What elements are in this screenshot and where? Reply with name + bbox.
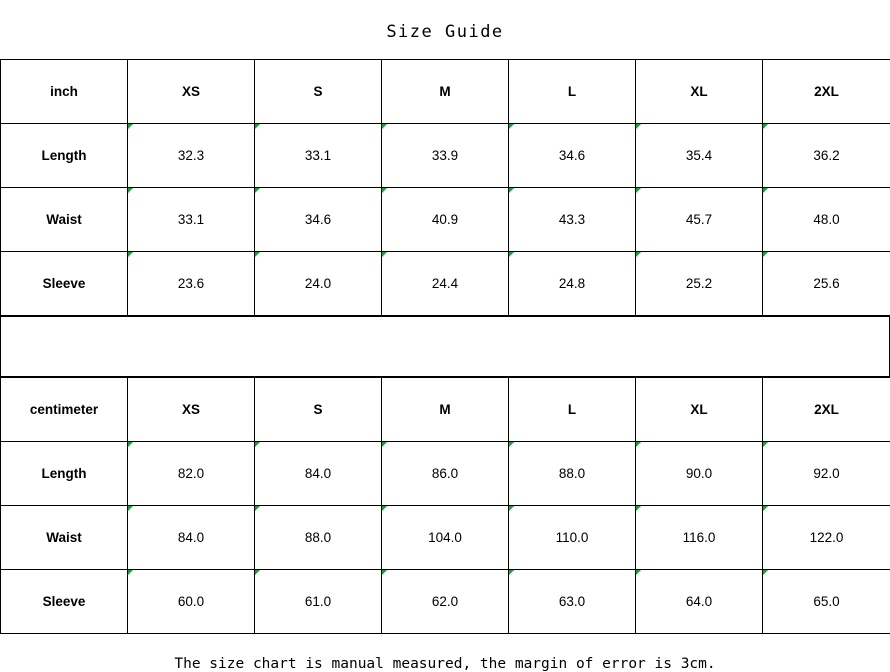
table-row	[1, 570, 890, 634]
cell-waist-m: 104.0	[382, 506, 509, 570]
cell-sleeve-xs: 60.0	[128, 570, 255, 634]
size-header-xs: XS	[128, 378, 255, 442]
measurement-disclaimer: The size chart is manual measured, the margin of error is 3cm.	[174, 656, 716, 672]
size-header-l: L	[509, 378, 636, 442]
cell-waist-xl: 45.7	[636, 188, 763, 252]
cell-waist-xs: 84.0	[128, 506, 255, 570]
cell-length-xs: 82.0	[128, 442, 255, 506]
row-label-length: Length	[1, 124, 128, 188]
cell-length-2xl: 36.2	[763, 124, 890, 188]
table-row	[1, 506, 890, 570]
page-title: Size Guide	[386, 22, 504, 42]
table-header-row	[1, 60, 890, 124]
table-row	[1, 188, 890, 252]
size-header-xs: XS	[128, 60, 255, 124]
cell-sleeve-s: 24.0	[255, 252, 382, 316]
cell-sleeve-xl: 25.2	[636, 252, 763, 316]
cell-length-m: 86.0	[382, 442, 509, 506]
table-header-row	[1, 378, 890, 442]
cell-sleeve-2xl: 25.6	[763, 252, 890, 316]
unit-label-inch: inch	[1, 60, 128, 124]
cell-length-s: 84.0	[255, 442, 382, 506]
cell-sleeve-s: 61.0	[255, 570, 382, 634]
cell-length-l: 88.0	[509, 442, 636, 506]
row-label-sleeve: Sleeve	[1, 252, 128, 316]
size-header-xl: XL	[636, 378, 763, 442]
size-table-centimeter	[0, 377, 890, 634]
size-header-xl: XL	[636, 60, 763, 124]
cell-length-xs: 32.3	[128, 124, 255, 188]
cell-length-2xl: 92.0	[763, 442, 890, 506]
cell-length-s: 33.1	[255, 124, 382, 188]
row-label-waist: Waist	[1, 506, 128, 570]
size-header-m: M	[382, 60, 509, 124]
cell-sleeve-xs: 23.6	[128, 252, 255, 316]
size-header-l: L	[509, 60, 636, 124]
cell-waist-2xl: 48.0	[763, 188, 890, 252]
table-row	[1, 252, 890, 316]
cell-waist-m: 40.9	[382, 188, 509, 252]
unit-label-centimeter: centimeter	[1, 378, 128, 442]
cell-sleeve-xl: 64.0	[636, 570, 763, 634]
size-header-2xl: 2XL	[763, 60, 890, 124]
cell-length-l: 34.6	[509, 124, 636, 188]
size-header-s: S	[255, 378, 382, 442]
size-header-2xl: 2XL	[763, 378, 890, 442]
cell-sleeve-l: 63.0	[509, 570, 636, 634]
cell-waist-2xl: 122.0	[763, 506, 890, 570]
cell-sleeve-l: 24.8	[509, 252, 636, 316]
row-label-sleeve: Sleeve	[1, 570, 128, 634]
row-label-length: Length	[1, 442, 128, 506]
size-header-s: S	[255, 60, 382, 124]
row-label-waist: Waist	[1, 188, 128, 252]
cell-waist-xl: 116.0	[636, 506, 763, 570]
cell-sleeve-m: 62.0	[382, 570, 509, 634]
size-table-inch	[0, 59, 890, 316]
cell-length-m: 33.9	[382, 124, 509, 188]
cell-waist-l: 43.3	[509, 188, 636, 252]
table-separator	[0, 316, 890, 377]
cell-waist-l: 110.0	[509, 506, 636, 570]
table-row	[1, 442, 890, 506]
cell-waist-xs: 33.1	[128, 188, 255, 252]
cell-sleeve-2xl: 65.0	[763, 570, 890, 634]
cell-length-xl: 35.4	[636, 124, 763, 188]
table-row	[1, 124, 890, 188]
cell-waist-s: 88.0	[255, 506, 382, 570]
size-header-m: M	[382, 378, 509, 442]
cell-sleeve-m: 24.4	[382, 252, 509, 316]
cell-waist-s: 34.6	[255, 188, 382, 252]
cell-length-xl: 90.0	[636, 442, 763, 506]
